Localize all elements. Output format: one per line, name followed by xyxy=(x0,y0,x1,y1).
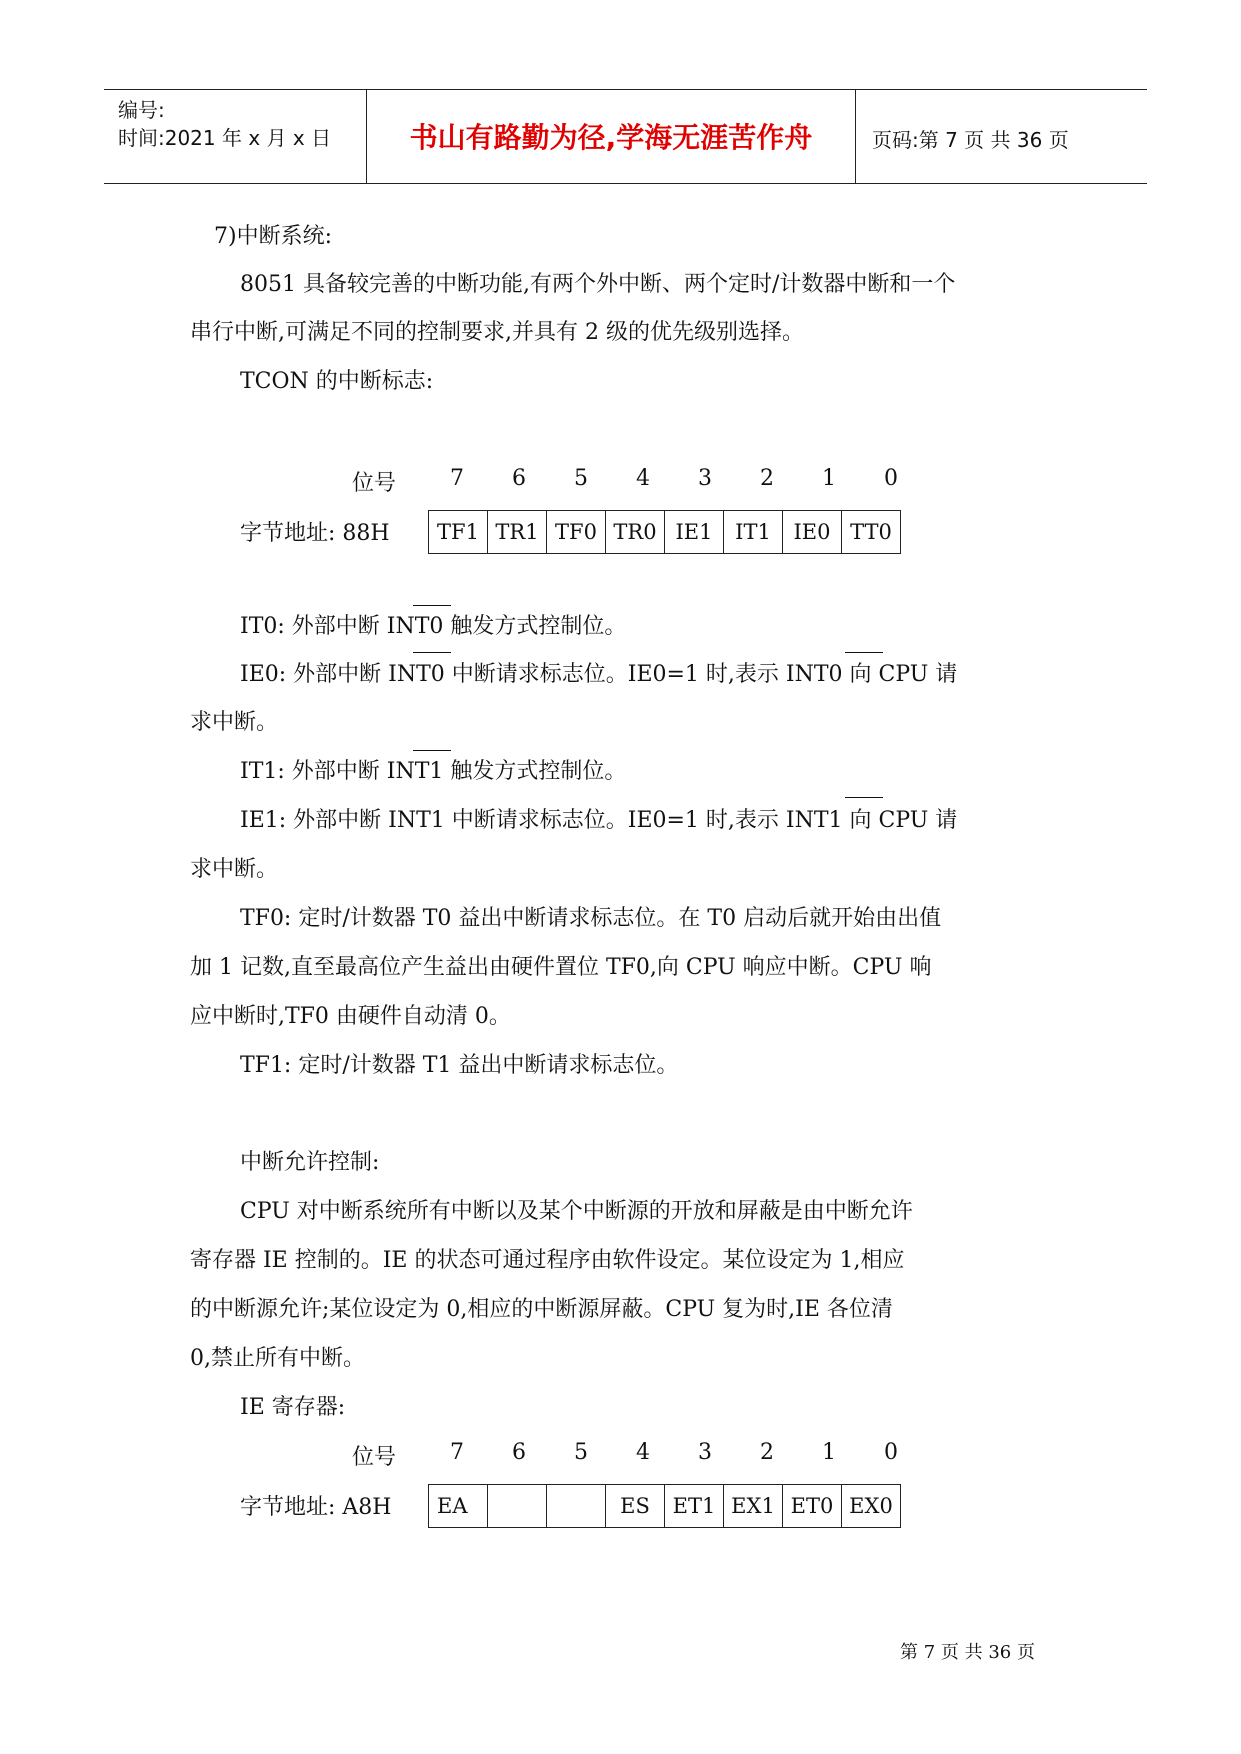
register-cell: EA xyxy=(429,1485,488,1528)
tcon-table xyxy=(428,510,901,554)
time-label: 时间:2021 年 x 月 x 日 xyxy=(118,126,332,150)
bit-number: 0 xyxy=(884,1440,898,1465)
register-cell: TF0 xyxy=(547,511,606,554)
paragraph-line: TF1: 定时/计数器 T1 益出中断请求标志位。 xyxy=(240,1053,679,1078)
bit-number: 7 xyxy=(450,1440,464,1465)
ie-table xyxy=(428,1484,901,1528)
bit-number: 2 xyxy=(760,466,774,491)
number-label: 编号: xyxy=(118,98,165,122)
register-cell: IE1 xyxy=(665,511,724,554)
bit-label: 位号 xyxy=(352,1445,397,1470)
paragraph-line: 0,禁止所有中断。 xyxy=(190,1346,365,1371)
bit-number: 0 xyxy=(884,466,898,491)
register-cell: ET1 xyxy=(665,1485,724,1528)
bit-number: 5 xyxy=(574,466,588,491)
register-cell: ET0 xyxy=(783,1485,842,1528)
overline xyxy=(413,652,451,653)
header-left-cell xyxy=(104,90,367,183)
register-cell: EX0 xyxy=(842,1485,901,1528)
register-cell: TR1 xyxy=(488,511,547,554)
bit-number: 3 xyxy=(698,1440,712,1465)
register-cell: TF1 xyxy=(429,511,488,554)
bit-number: 7 xyxy=(450,466,464,491)
byte-address: 字节地址: A8H xyxy=(240,1495,392,1520)
paragraph-line: 8051 具备较完善的中断功能,有两个外中断、两个定时/计数器中断和一个 xyxy=(240,272,956,297)
paragraph-line: CPU 对中断系统所有中断以及某个中断源的开放和屏蔽是由中断允许 xyxy=(240,1199,913,1224)
register-cell: TT0 xyxy=(842,511,901,554)
paragraph-line: 的中断源允许;某位设定为 0,相应的中断源屏蔽。CPU 复为时,IE 各位清 xyxy=(190,1297,893,1322)
paragraph-line: 寄存器 IE 控制的。IE 的状态可通过程序由软件设定。某位设定为 1,相应 xyxy=(190,1248,905,1273)
overline xyxy=(413,605,451,606)
bit-number: 6 xyxy=(512,466,526,491)
motto: 书山有路勤为径,学海无涯苦作舟 xyxy=(409,121,813,154)
page-code: 页码:第 7 页 共 36 页 xyxy=(872,128,1069,152)
bit-number: 6 xyxy=(512,1440,526,1465)
bit-label: 位号 xyxy=(352,471,397,496)
page-header xyxy=(104,89,1147,184)
paragraph-line: IE1: 外部中断 INT1 中断请求标志位。IE0=1 时,表示 INT1 向 CPU 请 xyxy=(240,808,958,833)
ie-section-heading: 中断允许控制: xyxy=(240,1150,380,1175)
paragraph-line: 应中断时,TF0 由硬件自动清 0。 xyxy=(190,1004,511,1029)
bit-number: 1 xyxy=(822,466,836,491)
paragraph-line: IT0: 外部中断 INT0 触发方式控制位。 xyxy=(240,614,627,639)
paragraph-line: IT1: 外部中断 INT1 触发方式控制位。 xyxy=(240,759,627,784)
register-cell: IE0 xyxy=(783,511,842,554)
ie-heading: IE 寄存器: xyxy=(240,1395,346,1420)
register-cell: TR0 xyxy=(606,511,665,554)
register-cell: ES xyxy=(606,1485,665,1528)
header-right-cell xyxy=(856,90,1147,183)
header-center-cell xyxy=(367,90,856,183)
bit-number: 4 xyxy=(636,466,650,491)
register-cell xyxy=(488,1485,547,1528)
overline xyxy=(845,652,883,653)
overline xyxy=(845,797,883,798)
bit-number: 2 xyxy=(760,1440,774,1465)
register-cell: EX1 xyxy=(724,1485,783,1528)
bit-number: 3 xyxy=(698,466,712,491)
byte-address: 字节地址: 88H xyxy=(240,521,390,546)
bit-number: 4 xyxy=(636,1440,650,1465)
bit-number: 5 xyxy=(574,1440,588,1465)
paragraph-line: 串行中断,可满足不同的控制要求,并具有 2 级的优先级别选择。 xyxy=(190,320,804,345)
paragraph-line: 求中断。 xyxy=(190,710,279,735)
register-cell: IT1 xyxy=(724,511,783,554)
paragraph-line: IE0: 外部中断 INT0 中断请求标志位。IE0=1 时,表示 INT0 向 CPU 请 xyxy=(240,662,958,687)
page-footer: 第 7 页 共 36 页 xyxy=(900,1642,1035,1663)
overline xyxy=(413,750,451,751)
bit-number: 1 xyxy=(822,1440,836,1465)
paragraph-line: 求中断。 xyxy=(190,857,279,882)
register-cell xyxy=(547,1485,606,1528)
section-heading: 7)中断系统: xyxy=(214,224,332,249)
tcon-heading: TCON 的中断标志: xyxy=(240,369,434,394)
paragraph-line: TF0: 定时/计数器 T0 益出中断请求标志位。在 T0 启动后就开始由出值 xyxy=(240,906,942,931)
paragraph-line: 加 1 记数,直至最高位产生益出由硬件置位 TF0,向 CPU 响应中断。CPU 响 xyxy=(190,955,932,980)
